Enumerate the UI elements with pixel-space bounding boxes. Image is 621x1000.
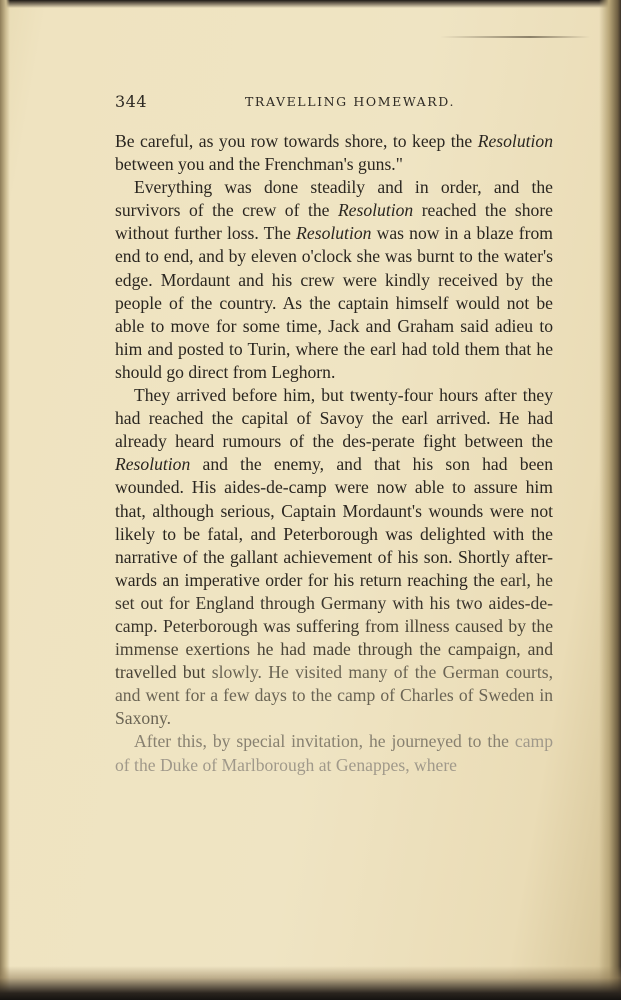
text-line: went for a few days to the camp of Charles of Sweden — [145, 685, 535, 706]
ship-name: Resolution — [115, 454, 191, 475]
text-line: Be careful, as you row towards shore, to keep the — [115, 131, 473, 151]
page-top-shadow — [0, 0, 621, 8]
page-right-edge — [599, 0, 621, 1000]
paragraph — [115, 130, 553, 176]
ship-name: Resolution — [477, 131, 553, 151]
text-line: the gallant achievement of his son. Shortly after- — [203, 546, 554, 567]
text-line: As the captain himself would not be able to move — [115, 292, 553, 336]
ship-name: Resolution — [337, 200, 414, 221]
text-line: the shore without further loss. The — [115, 200, 553, 244]
text-line: from illness caused by the immense exertions he — [115, 615, 554, 660]
text-line: reached — [413, 200, 477, 221]
text-line: Everything was done steadily and in order, and — [134, 177, 520, 198]
paragraph — [115, 384, 553, 730]
text-line: and posted to Turin, where the earl had told them that — [147, 338, 532, 359]
text-line: and the enemy, — [190, 454, 325, 475]
text-line: the survivors of the crew of the — [115, 177, 553, 221]
text-line: and that his son had been wounded. His aides-de-camp — [115, 454, 553, 498]
text-line: and Peterborough was delighted with the narrative of — [115, 523, 553, 567]
text-line: They arrived before him, but twenty-four hours — [134, 385, 479, 406]
page-bottom-edge — [0, 966, 621, 1000]
text-line: between you and the Frenchman's guns." — [115, 154, 403, 175]
paragraph — [115, 176, 553, 384]
paragraph — [115, 730, 553, 776]
page-left-edge — [0, 0, 10, 1000]
text-line: Captain Mordaunt's wounds were not likely to be fatal, — [115, 500, 554, 544]
text-line: crew were kindly received by the people of the country. — [115, 269, 553, 313]
text-line: perate fight between the — [371, 431, 553, 452]
body-text — [115, 130, 553, 777]
page-fold-mark — [440, 36, 590, 38]
text-line: wards an imperative order for his return reaching the — [115, 569, 495, 590]
page-number: 344 — [115, 92, 148, 111]
text-line: now in a blaze from end to end, and by eleven o'clock — [115, 223, 553, 267]
text-line: in Saxony. — [115, 685, 553, 729]
text-line: his two aides-de-camp. Peterborough was suffering — [115, 592, 553, 636]
text-line: camp of the Duke of Marlborough at Genappes, where — [115, 731, 553, 775]
text-line: he should go direct from Leghorn. — [115, 338, 553, 382]
text-line: was — [371, 223, 404, 244]
text-line: were now able to assure him that, although serious, — [115, 477, 553, 521]
page-header — [115, 92, 552, 116]
text-line: for some time, Jack and Graham said adieu to him — [115, 315, 554, 359]
text-line: After this, by special invitation, he journeyed to the — [134, 731, 509, 752]
text-line: after they had reached the capital of Savoy the earl — [115, 385, 553, 429]
running-head: TRAVELLING HOMEWARD. — [245, 94, 456, 109]
text-line: slowly. He visited many of the German courts, and — [115, 662, 553, 706]
text-line: earl, he set out for England through Germany with — [115, 569, 553, 613]
text-line: she was burnt to the water's edge. Mordaunt and his — [115, 246, 553, 290]
ship-name: Resolution — [296, 223, 372, 244]
text-line: arrived. He had already heard rumours of the des- — [115, 408, 553, 452]
text-line: had made through the campaign, and travelled but — [115, 639, 553, 683]
